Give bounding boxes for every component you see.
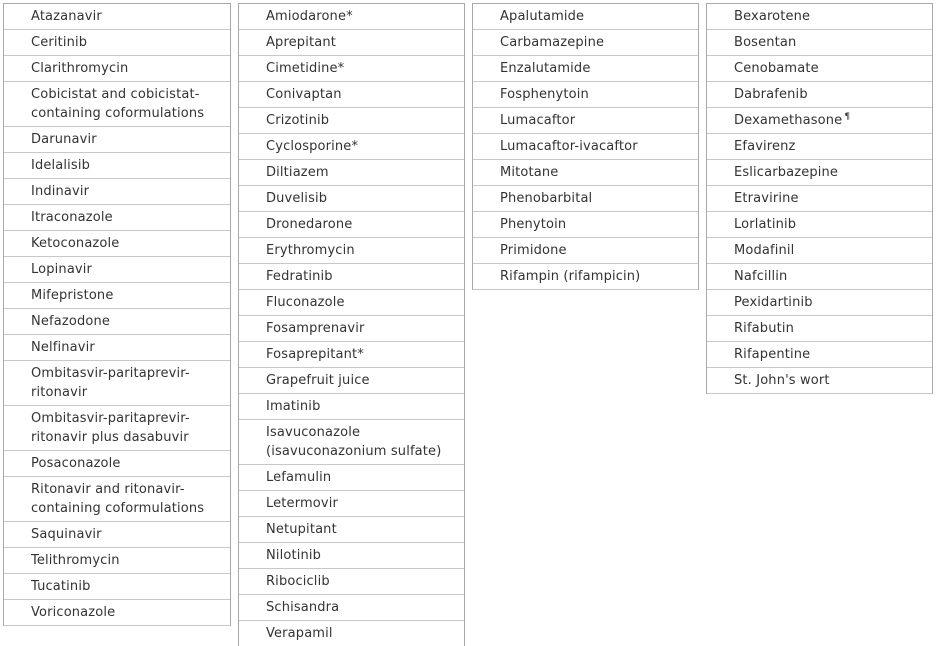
drug-list-item: [4, 153, 230, 179]
drug-name: Verapamil: [266, 626, 333, 641]
drug-name: Idelalisib: [31, 158, 91, 173]
drug-name: Voriconazole: [31, 605, 116, 620]
drug-name: Mifepristone: [31, 288, 114, 303]
drug-name: Imatinib: [266, 399, 321, 414]
drug-list-item: [4, 30, 230, 56]
drug-name: Ombitasvir-paritaprevir-ritonavir plus dasabuvir: [31, 411, 190, 445]
drug-list-item: [473, 56, 698, 82]
drug-name: Telithromycin: [31, 553, 120, 568]
drug-list-item: [707, 368, 932, 394]
drug-list-item: [239, 543, 464, 569]
drug-list-item: [4, 257, 230, 283]
drug-list-item: [239, 420, 464, 465]
drug-name: Isavuconazole (isavuconazonium sulfate): [266, 425, 442, 459]
drug-list-item: [4, 205, 230, 231]
drug-name: Etravirine: [734, 191, 799, 206]
drug-list-item: [707, 290, 932, 316]
drug-name: Lumacaftor-ivacaftor: [500, 139, 638, 154]
drug-list-item: [473, 134, 698, 160]
drug-list-item: [4, 522, 230, 548]
drug-list-item: [707, 264, 932, 290]
drug-list-item: [473, 212, 698, 238]
drug-name: Ribociclib: [266, 574, 330, 589]
drug-name: Mitotane: [500, 165, 559, 180]
drug-column-3: [472, 3, 699, 290]
drug-name: Rifapentine: [734, 347, 811, 362]
drug-list-item: [707, 134, 932, 160]
drug-name: Carbamazepine: [500, 35, 605, 50]
drug-name: Bexarotene: [734, 9, 811, 24]
drug-name: Tucatinib: [31, 579, 91, 594]
drug-name: Letermovir: [266, 496, 338, 511]
drug-list-item: [473, 108, 698, 134]
drug-name: Rifampin (rifampicin): [500, 269, 641, 284]
drug-list-item: [473, 4, 698, 30]
drug-list-item: [473, 238, 698, 264]
drug-list-item: [4, 4, 230, 30]
drug-list-item: [239, 134, 464, 160]
drug-list-item: [4, 179, 230, 205]
drug-name: Diltiazem: [266, 165, 329, 180]
drug-list-item: [239, 595, 464, 621]
drug-name: Fosphenytoin: [500, 87, 589, 102]
drug-list-item: [239, 394, 464, 420]
drug-list-item: [239, 621, 464, 646]
drug-list-item: [239, 368, 464, 394]
drug-name: Rifabutin: [734, 321, 794, 336]
drug-list-item: [707, 4, 932, 30]
drug-name: Darunavir: [31, 132, 97, 147]
drug-list-item: [239, 160, 464, 186]
drug-name: Modafinil: [734, 243, 795, 258]
footnote-marker: ¶: [844, 112, 851, 122]
drug-name: Cenobamate: [734, 61, 819, 76]
drug-list-item: [239, 108, 464, 134]
drug-list-item: [4, 600, 230, 626]
drug-list-item: [239, 186, 464, 212]
drug-name: Enzalutamide: [500, 61, 591, 76]
drug-list-item: [707, 108, 932, 134]
drug-list-item: [4, 283, 230, 309]
drug-name: Nilotinib: [266, 548, 322, 563]
drug-name: Phenobarbital: [500, 191, 593, 206]
drug-name: Ketoconazole: [31, 236, 120, 251]
drug-name: Ritonavir and ritonavir-containing coformulations: [31, 482, 205, 516]
drug-list-item: [4, 451, 230, 477]
drug-list-item: [4, 309, 230, 335]
drug-name: Nefazodone: [31, 314, 110, 329]
drug-name: Itraconazole: [31, 210, 113, 225]
drug-name: Primidone: [500, 243, 567, 258]
drug-name: Fosamprenavir: [266, 321, 365, 336]
drug-list-item: [707, 82, 932, 108]
drug-name: Indinavir: [31, 184, 90, 199]
drug-list-item: [473, 82, 698, 108]
drug-list-item: [4, 127, 230, 153]
drug-list-item: [4, 548, 230, 574]
drug-name: Nelfinavir: [31, 340, 95, 355]
drug-column-2: [238, 3, 465, 646]
drug-name: Aprepitant: [266, 35, 336, 50]
drug-name: Nafcillin: [734, 269, 788, 284]
drug-list-item: [239, 342, 464, 368]
drug-list-item: [707, 56, 932, 82]
drug-list-item: [239, 465, 464, 491]
drug-list-item: [707, 160, 932, 186]
drug-name: Lumacaftor: [500, 113, 576, 128]
drug-list-item: [473, 30, 698, 56]
drug-list-item: [707, 238, 932, 264]
drug-name: Dexamethasone: [734, 113, 843, 128]
drug-list-item: [707, 186, 932, 212]
drug-name: Schisandra: [266, 600, 340, 615]
drug-name: Lopinavir: [31, 262, 93, 277]
drug-name: Duvelisib: [266, 191, 328, 206]
drug-name: Pexidartinib: [734, 295, 813, 310]
drug-list-item: [4, 477, 230, 522]
drug-name: Dabrafenib: [734, 87, 808, 102]
drug-list-item: [4, 406, 230, 451]
drug-list-item: [4, 82, 230, 127]
drug-list-item: [707, 342, 932, 368]
drug-list-item: [239, 316, 464, 342]
drug-name: Clarithromycin: [31, 61, 129, 76]
drug-name: Bosentan: [734, 35, 797, 50]
drug-name: Amiodarone*: [266, 9, 353, 24]
drug-name: Lefamulin: [266, 470, 332, 485]
drug-list-item: [239, 212, 464, 238]
drug-name: Fosaprepitant*: [266, 347, 364, 362]
drug-list-item: [473, 186, 698, 212]
drug-name: Crizotinib: [266, 113, 330, 128]
drug-name: Netupitant: [266, 522, 337, 537]
drug-name: Efavirenz: [734, 139, 796, 154]
drug-name: Ombitasvir-paritaprevir-ritonavir: [31, 366, 190, 400]
drug-name: Conivaptan: [266, 87, 342, 102]
drug-name: Cimetidine*: [266, 61, 345, 76]
drug-name: Fedratinib: [266, 269, 333, 284]
drug-name: Dronedarone: [266, 217, 353, 232]
drug-list-item: [239, 30, 464, 56]
drug-column-1: [3, 3, 231, 626]
drug-list-item: [4, 231, 230, 257]
drug-name: Fluconazole: [266, 295, 345, 310]
drug-name: Ceritinib: [31, 35, 88, 50]
drug-list-item: [239, 517, 464, 543]
drug-list-item: [239, 264, 464, 290]
drug-name: Cobicistat and cobicistat-containing coformulations: [31, 87, 205, 121]
drug-name: Apalutamide: [500, 9, 585, 24]
drug-list-item: [239, 82, 464, 108]
drug-list-item: [473, 264, 698, 290]
drug-name: Erythromycin: [266, 243, 355, 258]
drug-list-item: [239, 56, 464, 82]
drug-list-item: [4, 56, 230, 82]
drug-name: Posaconazole: [31, 456, 121, 471]
drug-list-item: [707, 316, 932, 342]
drug-list-item: [707, 212, 932, 238]
drug-name: Cyclosporine*: [266, 139, 359, 154]
drug-name: Phenytoin: [500, 217, 567, 232]
drug-name: Eslicarbazepine: [734, 165, 839, 180]
drug-name: St. John's wort: [734, 373, 830, 388]
drug-list-item: [239, 569, 464, 595]
drug-list-item: [4, 335, 230, 361]
drug-list-item: [239, 238, 464, 264]
drug-column-4: [706, 3, 933, 394]
drug-list-item: [239, 290, 464, 316]
drug-name: Saquinavir: [31, 527, 102, 542]
drug-name: Atazanavir: [31, 9, 102, 24]
drug-list-item: [239, 4, 464, 30]
drug-list-item: [4, 361, 230, 406]
drug-list-item: [239, 491, 464, 517]
drug-list-item: [473, 160, 698, 186]
drug-name: Lorlatinib: [734, 217, 797, 232]
drug-list-item: [707, 30, 932, 56]
drug-name: Grapefruit juice: [266, 373, 370, 388]
drug-list-item: [4, 574, 230, 600]
